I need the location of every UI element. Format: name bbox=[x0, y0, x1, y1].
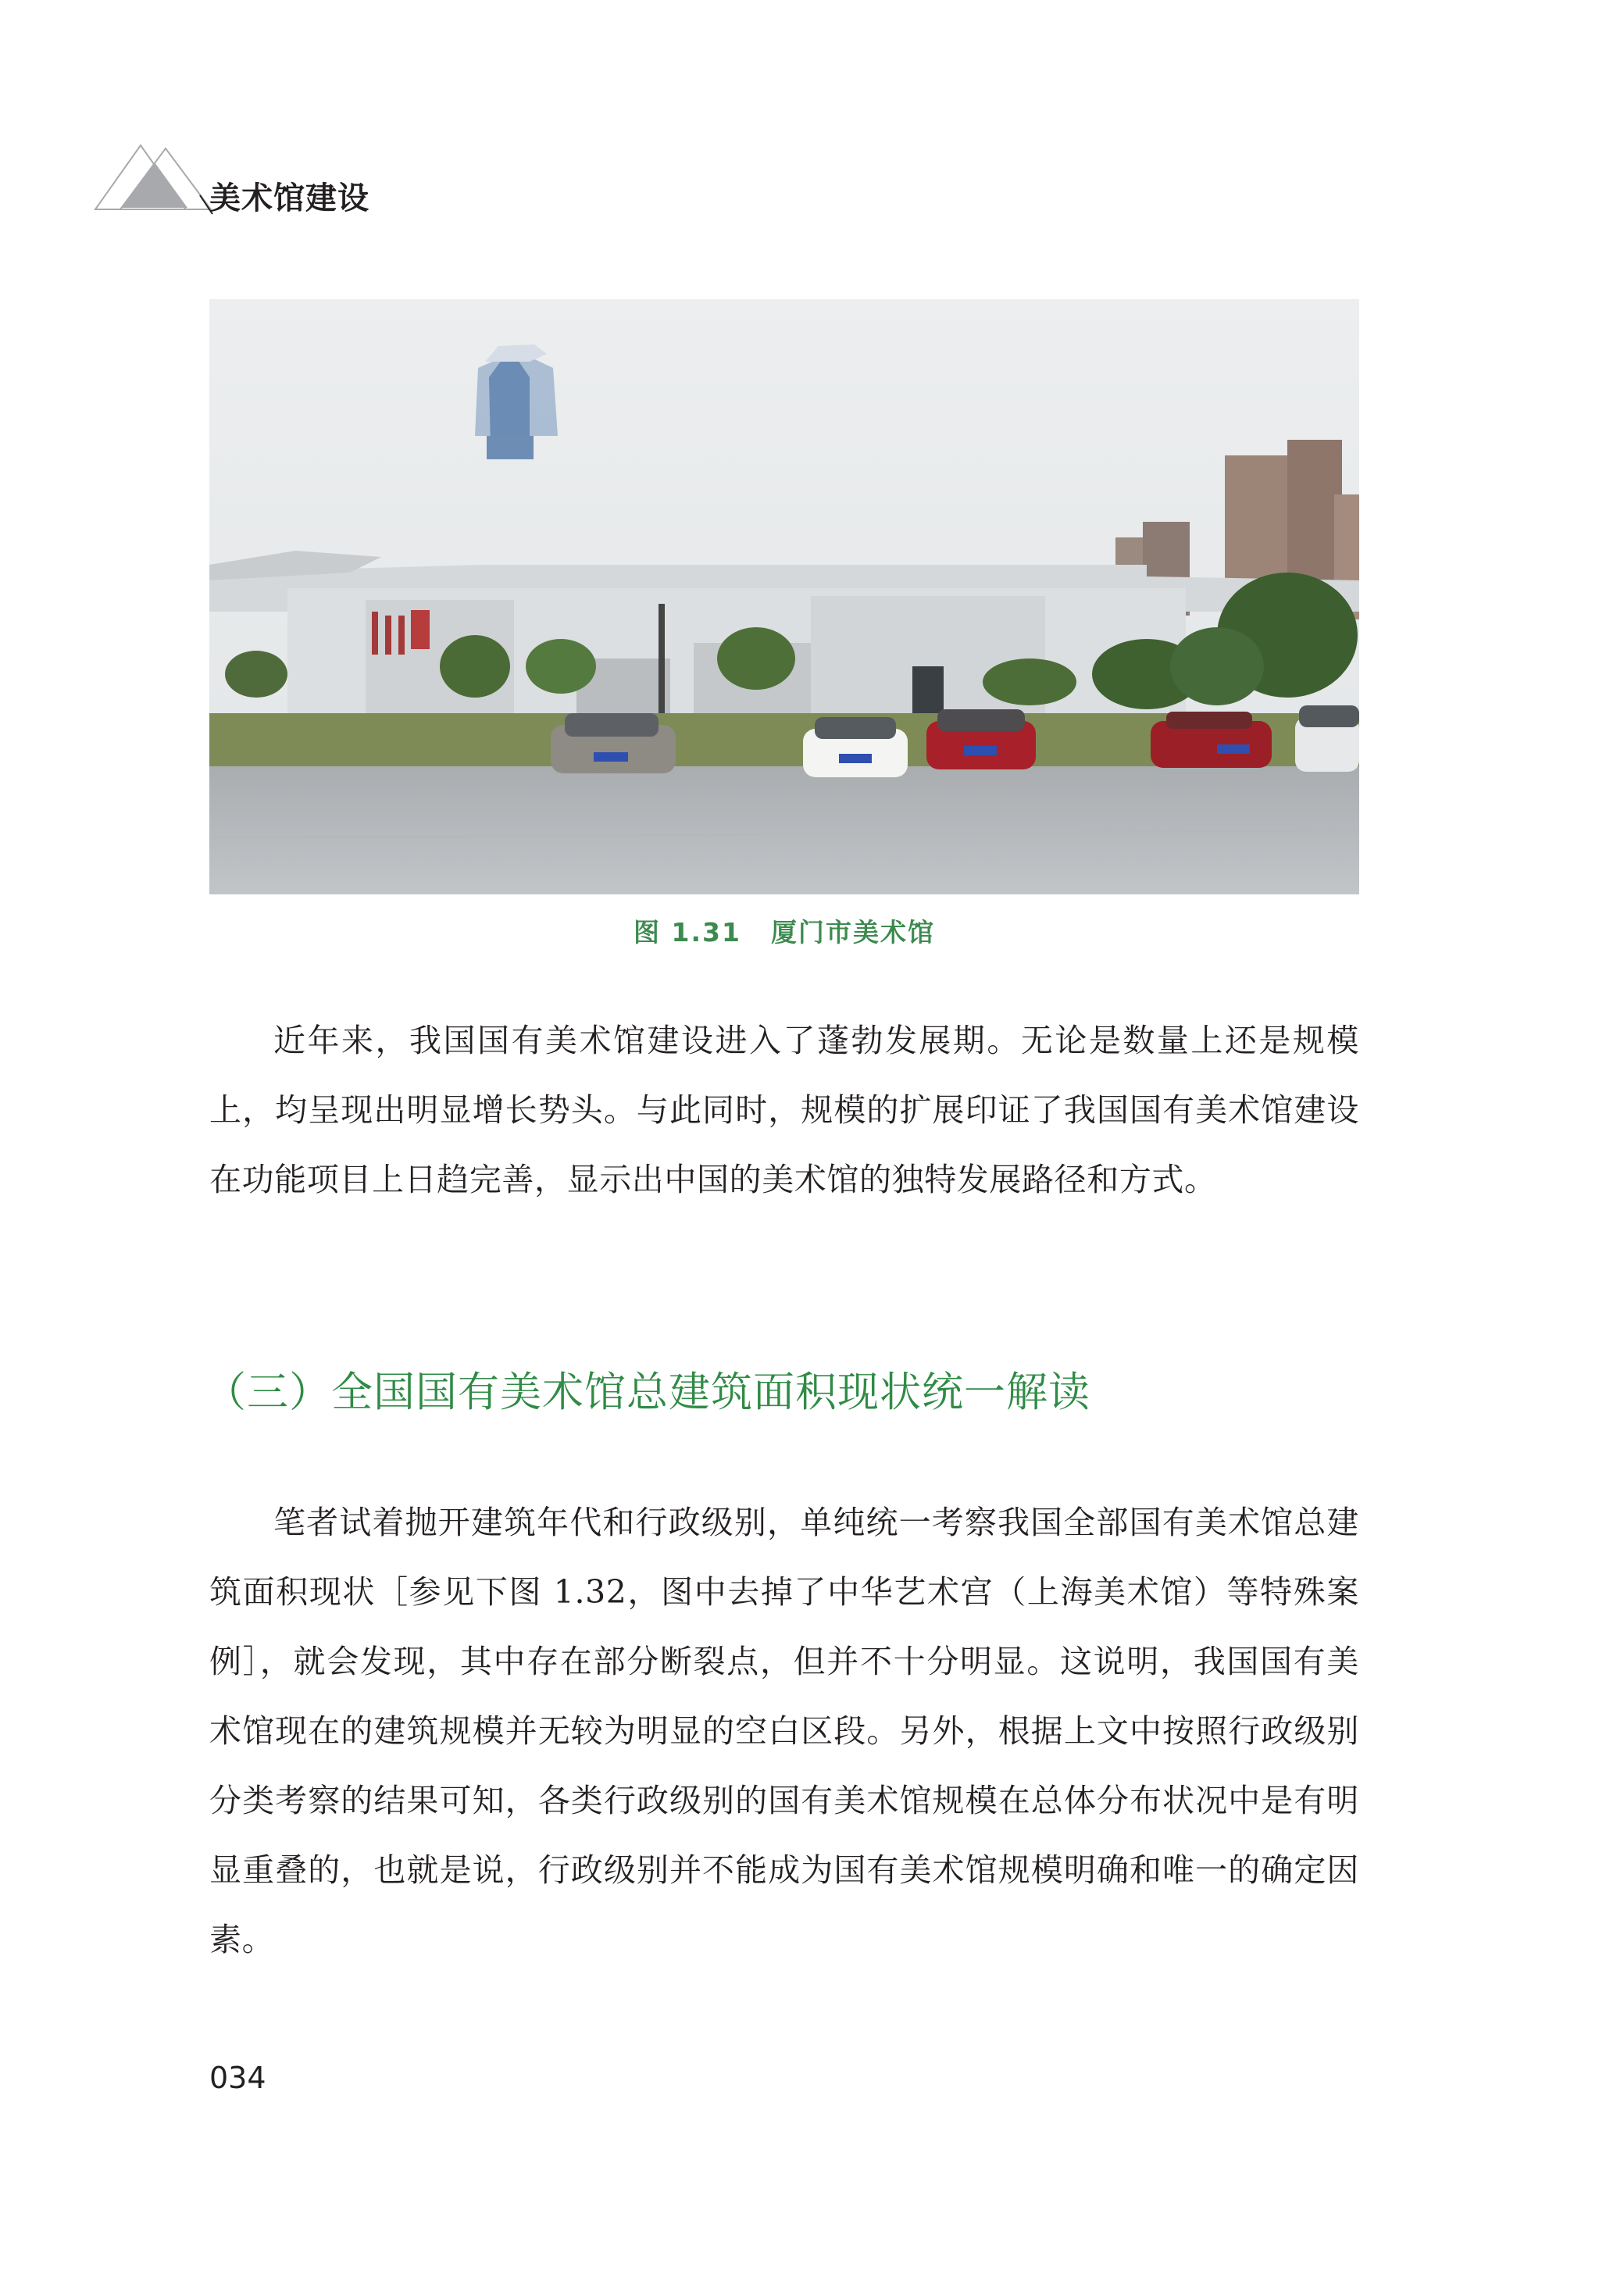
page-number: 034 bbox=[209, 2061, 266, 2095]
mountain-triangles-icon bbox=[92, 139, 217, 217]
body-paragraph-1: 近年来，我国国有美术馆建设进入了蓬勃发展期。无论是数量上还是规模上，均呈现出明显增长势头。与此同时，规模的扩展印证了我国国有美术馆建设在功能项目上日趋完善，显示出中国的美术馆的独特发展路径和方式。 bbox=[209, 1022, 1359, 1198]
section-heading: （三）全国国有美术馆总建筑面积现状统一解读 bbox=[205, 1369, 1090, 1416]
figure-title: 厦门市美术馆 bbox=[770, 917, 935, 948]
body-paragraph-2: 笔者试着抛开建筑年代和行政级别，单纯统一考察我国全部国有美术馆总建筑面积现状［参见下图 1.32，图中去掉了中华艺术宫（上海美术馆）等特殊案例］，就会发现，其中存在部分断裂点，但并不十分明显。这说明，我国国有美术馆现在的建筑规模并无较为明显的空白区段。另外，根据上文中按照行政级别分类考察的结果可知，各类行政级别的国有美术馆规模在总体分布状况中是有明显重叠的，也就是说，行政级别并不能成为国有美术馆规模明确和唯一的确定因素。 bbox=[209, 1504, 1359, 1958]
museum-photo bbox=[209, 299, 1359, 894]
figure-caption bbox=[209, 912, 1359, 949]
running-title: 美术馆建设 bbox=[209, 180, 369, 216]
figure-number: 图 1.31 bbox=[634, 917, 741, 948]
